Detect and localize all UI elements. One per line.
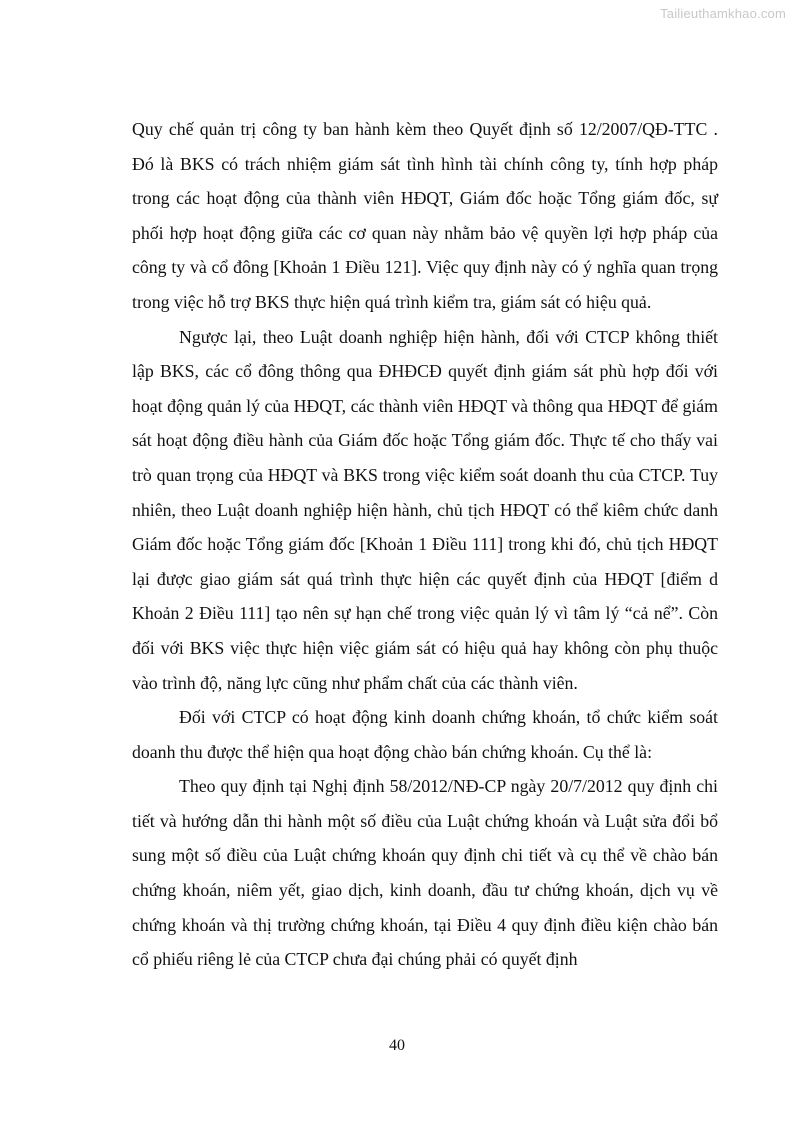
paragraph-4: Theo quy định tại Nghị định 58/2012/NĐ-CP ngày 20/7/2012 quy định chi tiết và hướng dẫn thi hành một số điều của Luật chứng khoán và Luật sửa đổi bổ sung một số điều của Luật chứng khoán quy định chi tiết và cụ thể về chào bán chứng khoán, niêm yết, giao dịch, kinh doanh, đầu tư chứng khoán, dịch vụ về chứng khoán và thị trường chứng khoán, tại Điều 4 quy định điều kiện chào bán cổ phiếu riêng lẻ của CTCP chưa đại chúng phải có quyết định [132,776,718,970]
paragraph-3: Đối với CTCP có hoạt động kinh doanh chứng khoán, tổ chức kiểm soát doanh thu được thể hiện qua hoạt động chào bán chứng khoán. Cụ thể là: [132,707,718,762]
page-number: 40 [389,1037,405,1054]
watermark: Tailieuthamkhao.com [660,6,786,21]
document-body [132,112,718,977]
paragraph-1: Quy chế quản trị công ty ban hành kèm theo Quyết định số 12/2007/QĐ-TTC . Đó là BKS có trách nhiệm giám sát tình hình tài chính công ty, tính hợp pháp trong các hoạt động của thành viên HĐQT, Giám đốc hoặc Tổng giám đốc, sự phối hợp hoạt động giữa các cơ quan này nhằm bảo vệ quyền lợi hợp pháp của công ty và cổ đông [Khoản 1 Điều 121]. Việc quy định này có ý nghĩa quan trọng trong việc hỗ trợ BKS thực hiện quá trình kiểm tra, giám sát có hiệu quả. [132,119,718,312]
paragraph-2: Ngược lại, theo Luật doanh nghiệp hiện hành, đối với CTCP không thiết lập BKS, các cổ đông thông qua ĐHĐCĐ quyết định giám sát phù hợp đối với hoạt động quản lý của HĐQT, các thành viên HĐQT và thông qua HĐQT để giám sát hoạt động điều hành của Giám đốc hoặc Tổng giám đốc. Thực tế cho thấy vai trò quan trọng của HĐQT và BKS trong việc kiểm soát doanh thu của CTCP. Tuy nhiên, theo Luật doanh nghiệp hiện hành, chủ tịch HĐQT có thể kiêm chức danh Giám đốc hoặc Tổng giám đốc [Khoản 1 Điều 111] trong khi đó, chủ tịch HĐQT lại được giao giám sát quá trình thực hiện các quyết định của HĐQT [điểm d Khoản 2 Điều 111] tạo nên sự hạn chế trong việc quản lý vì tâm lý “cả nể”. Còn đối với BKS việc thực hiện việc giám sát có hiệu quả hay không còn phụ thuộc vào trình độ, năng lực cũng như phẩm chất của các thành viên. [132,326,718,693]
